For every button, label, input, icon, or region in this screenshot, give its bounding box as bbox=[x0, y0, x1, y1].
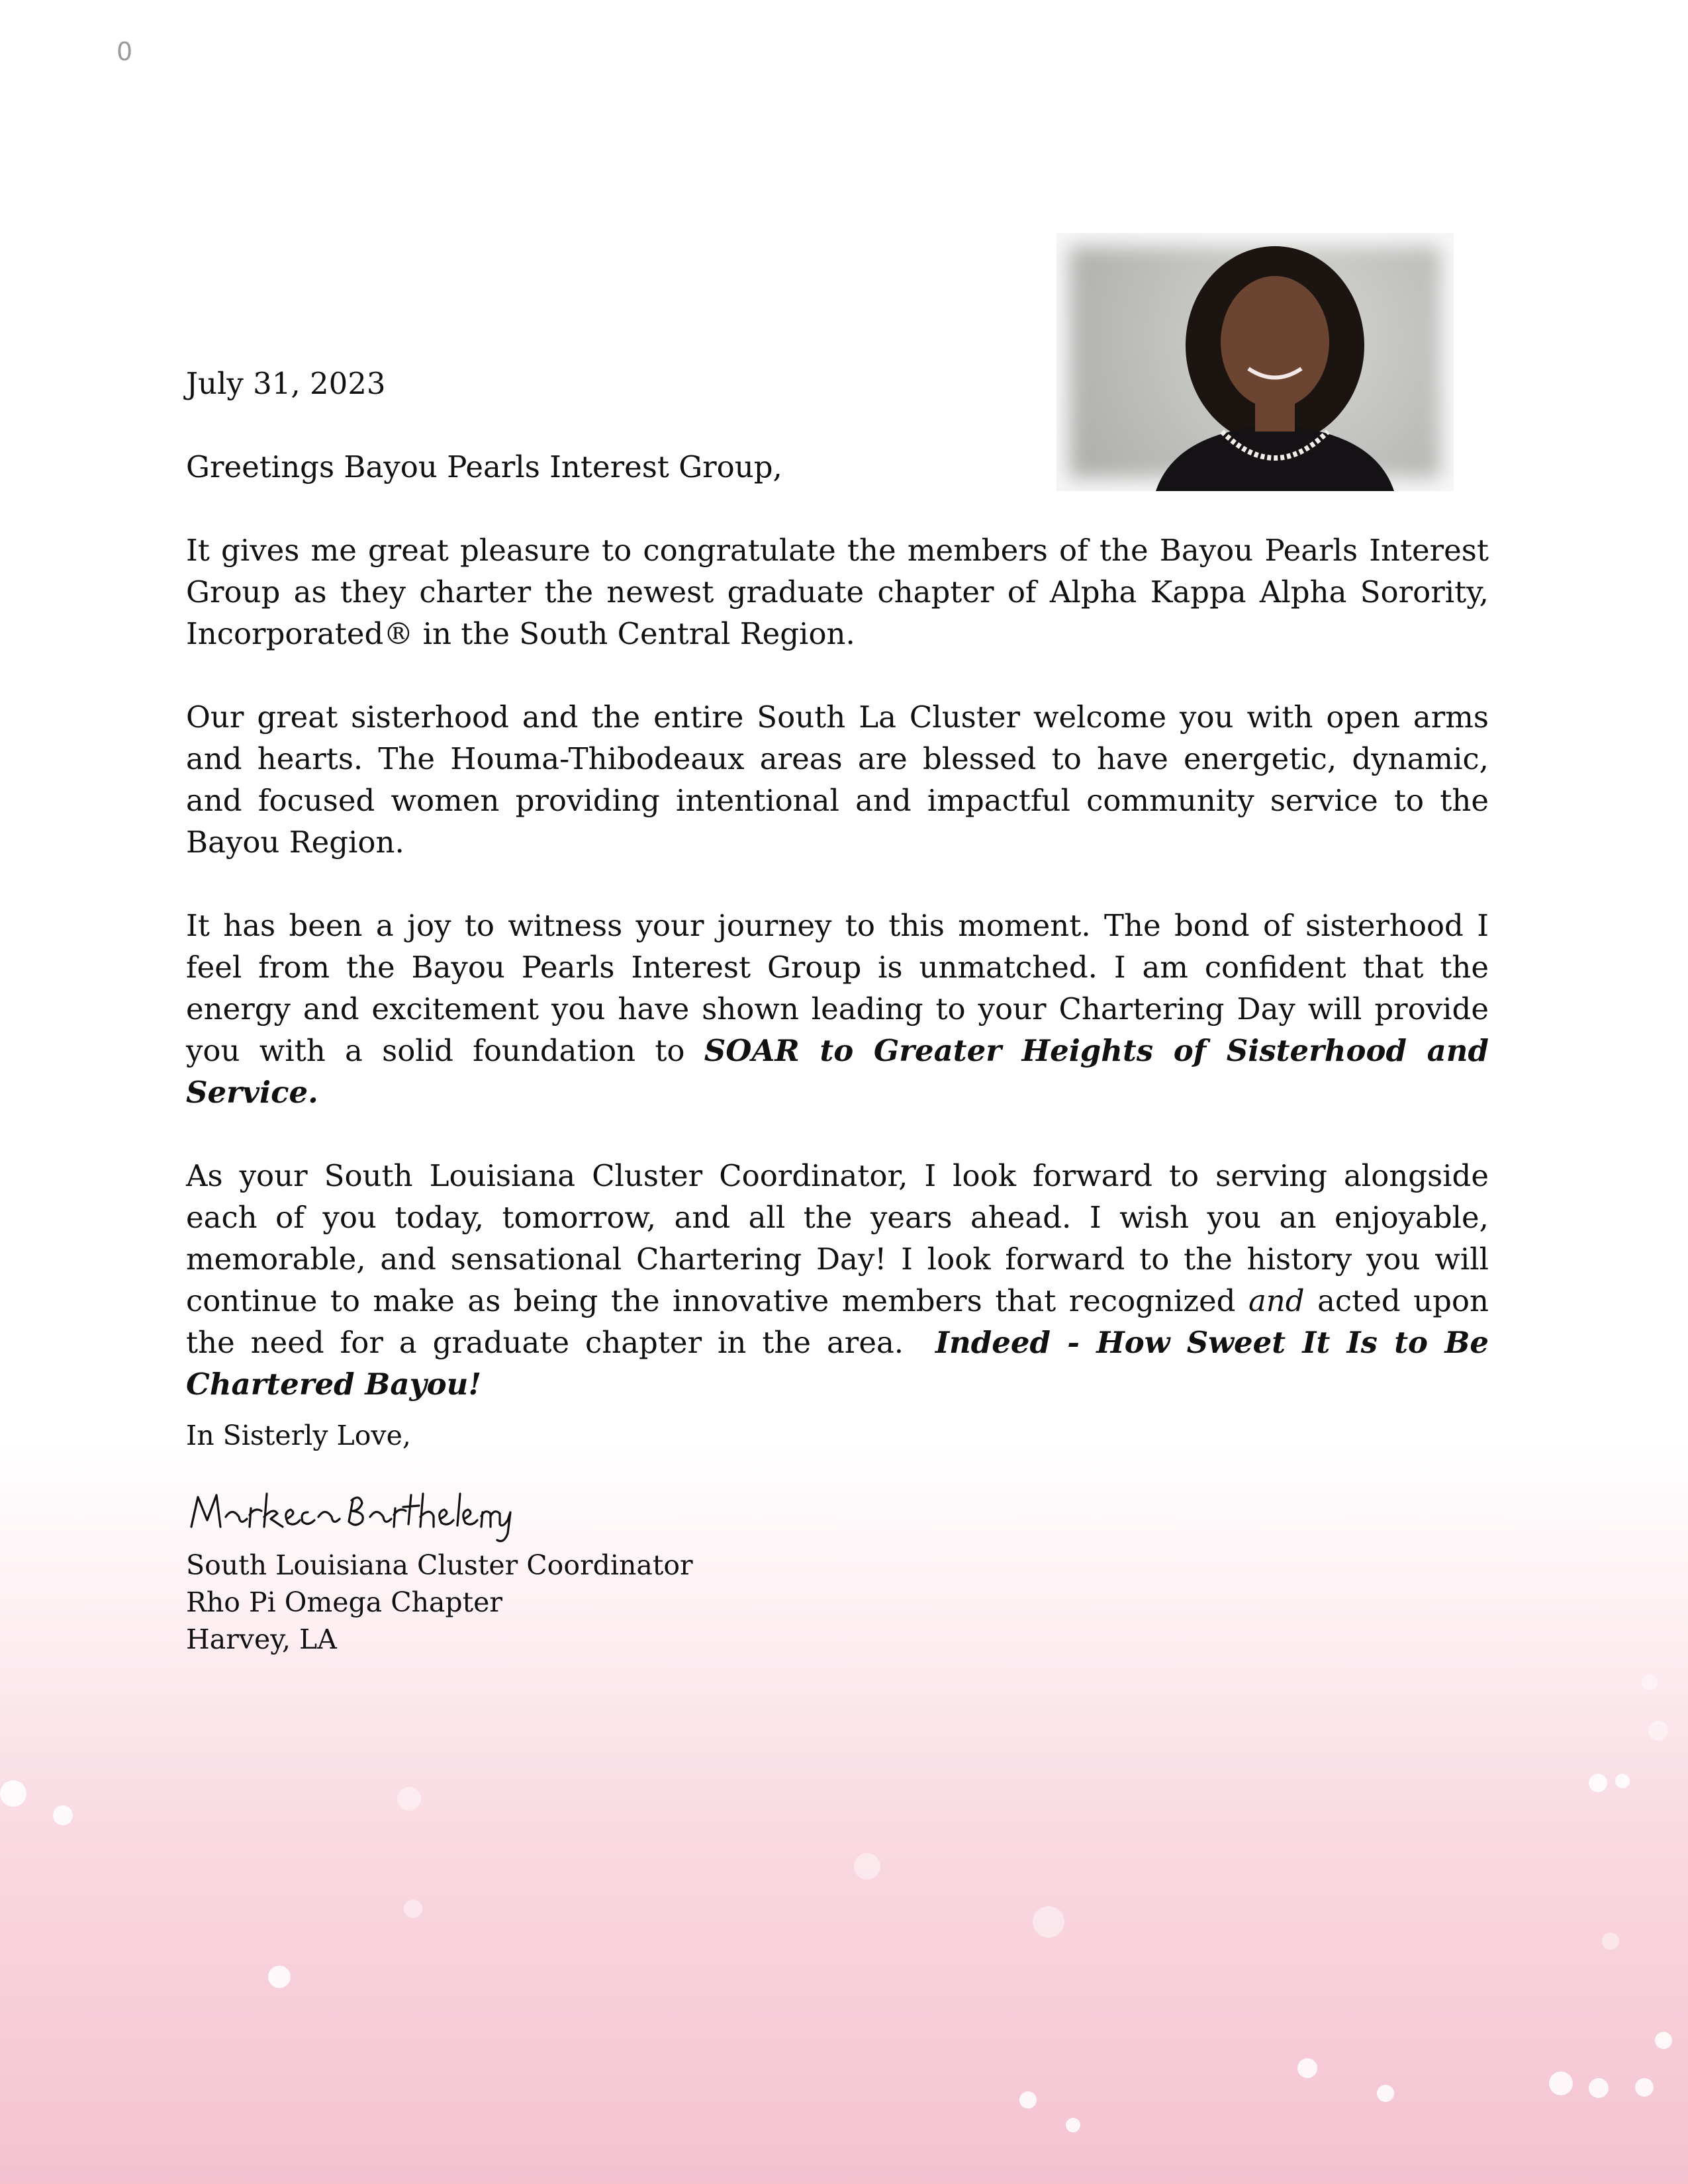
signer-chapter: Rho Pi Omega Chapter bbox=[186, 1586, 503, 1618]
bokeh-dot bbox=[1615, 1774, 1630, 1788]
paragraph-1: It gives me great pleasure to congratulate the members of the Bayou Pearls Interest Group as they charter the newest graduate chapter of Alpha Kappa Alpha Sorority, Incorporated® in the South Central Region. bbox=[186, 533, 1489, 651]
bokeh-dot bbox=[1655, 2032, 1672, 2049]
bokeh-dot bbox=[1602, 1933, 1619, 1950]
bokeh-dot bbox=[1297, 2058, 1317, 2078]
paragraph-3-emphasis: SOAR to Greater Heights of Sisterhood and Service. bbox=[186, 1033, 1489, 1110]
letter-greeting: Greetings Bayou Pearls Interest Group, bbox=[186, 449, 782, 484]
paragraph-4-italic: and bbox=[1248, 1283, 1305, 1318]
bokeh-dot bbox=[1589, 1774, 1607, 1792]
paragraph-4-text-2: acted upon the need for a graduate chapter in the area. bbox=[186, 1283, 1489, 1360]
bokeh-dot bbox=[1648, 1721, 1668, 1741]
signature-script bbox=[186, 1480, 517, 1547]
paragraph-4-text-1: As your South Louisiana Cluster Coordinator, I look forward to serving alongside each of you today, tomorrow, and all the years ahead. I wish you an enjoyable, memorable, and sensational Chartering Day! I look forward to the history you will continue to make as being the innovative members that recognized bbox=[186, 1158, 1489, 1318]
bokeh-dot bbox=[1642, 1674, 1658, 1690]
page-number: 0 bbox=[117, 37, 133, 66]
letter-closing: In Sisterly Love, bbox=[186, 1420, 411, 1451]
letter-body bbox=[186, 363, 1489, 1658]
bokeh-dot bbox=[397, 1787, 421, 1811]
paragraph-3 bbox=[186, 905, 1489, 1113]
bokeh-dot bbox=[1033, 1906, 1064, 1938]
paragraph-2: Our great sisterhood and the entire South La Cluster welcome you with open arms and hearts. The Houma-Thibodeaux areas are blessed to have energetic, dynamic, and focused women providing intentional and impactful community service to the Bayou Region. bbox=[186, 700, 1489, 860]
paragraph-3-text: It has been a joy to witness your journey to this moment. The bond of sisterhood I feel from the Bayou Pearls Interest Group is unmatched. I am confident that the energy and excitement you have shown leading to your Chartering Day will provide you with a solid foundation to bbox=[186, 908, 1489, 1068]
bokeh-dot bbox=[1635, 2078, 1654, 2097]
bokeh-dot bbox=[404, 1899, 422, 1918]
signature-block bbox=[186, 1547, 1489, 1658]
signer-title: South Louisiana Cluster Coordinator bbox=[186, 1549, 693, 1581]
bokeh-dot bbox=[53, 1805, 73, 1825]
paragraph-4-emphasis: Indeed - How Sweet It Is to Be Chartered Bayou! bbox=[186, 1325, 1489, 1402]
bokeh-dot bbox=[1549, 2071, 1573, 2095]
signature bbox=[186, 1480, 1489, 1547]
paragraph-4 bbox=[186, 1155, 1489, 1405]
letter-date: July 31, 2023 bbox=[186, 366, 386, 401]
bokeh-dot bbox=[0, 1780, 26, 1807]
bokeh-dot bbox=[854, 1853, 880, 1880]
bokeh-dot bbox=[268, 1966, 291, 1988]
signer-location: Harvey, LA bbox=[186, 1623, 337, 1655]
bokeh-dot bbox=[1589, 2078, 1609, 2098]
bokeh-dot bbox=[1066, 2118, 1080, 2132]
bokeh-dot bbox=[1019, 2091, 1037, 2109]
bokeh-dot bbox=[1377, 2085, 1394, 2102]
